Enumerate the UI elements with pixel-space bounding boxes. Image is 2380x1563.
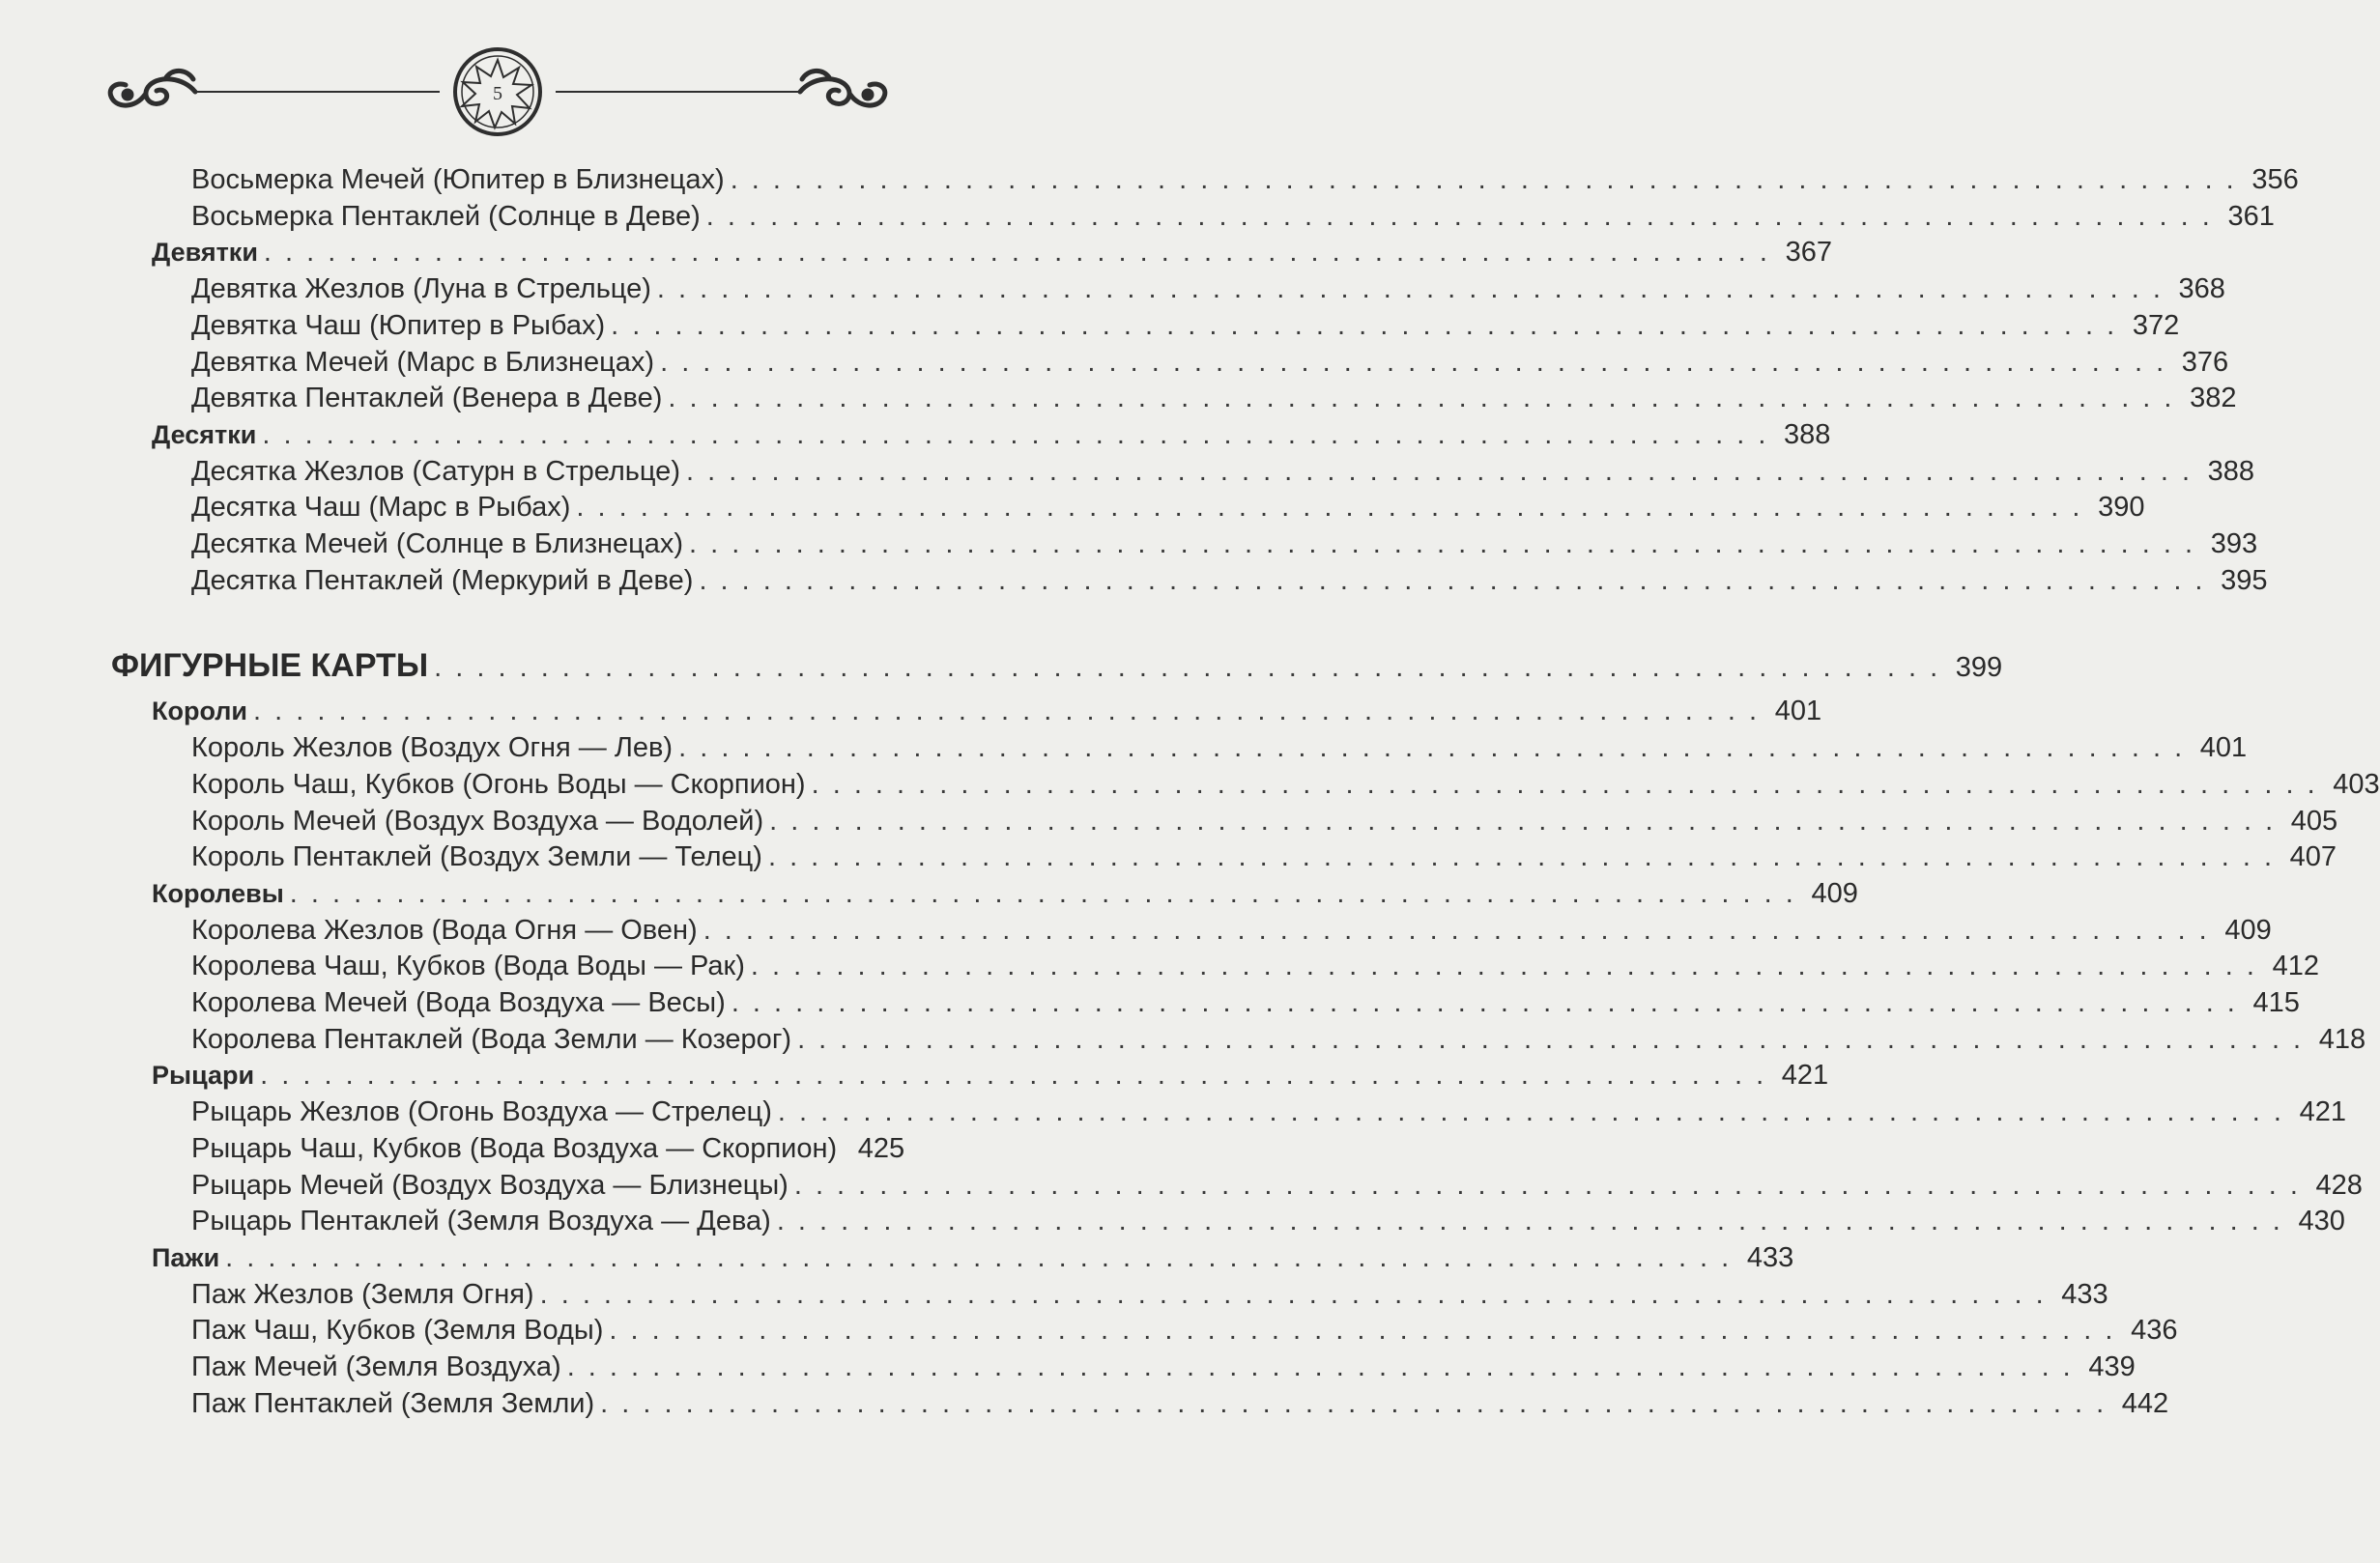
toc-entry-title: Десятка Чаш (Марс в Рыбах): [191, 492, 571, 524]
toc-entry-page: 405: [2290, 805, 2338, 837]
toc-entry-page: 372: [2132, 309, 2180, 341]
toc-entry-sub: [0, 768, 2380, 806]
dot-leader: . . . . . . . . . . . . . . . . . . . . . . . . . . . . . . . . . . . . . . . . . . . . . . . . . . . . . . . . . . . . . . . . . . . . . . .: [262, 418, 1769, 450]
toc-entry-title: Десятка Пентаклей (Меркурий в Деве): [191, 564, 694, 596]
toc-entry-sub: [0, 1206, 2345, 1242]
toc-entry-page: 382: [2190, 383, 2237, 414]
dot-leader: . . . . . . . . . . . . . . . . . . . . . . . . . . . . . . . . . . . . . . . . . . . . . . . . . . . . . . . . . . . . . . . . . . . . . . .: [253, 696, 1761, 727]
toc-entry-title: Девятки: [152, 238, 258, 268]
dot-leader: . . . . . . . . . . . . . . . . . . . . . . . . . . . . . . . . . . . . . . . . . . . . . . . . . . . . . . . . . . . . . . . . . . . . . . .: [678, 732, 2186, 764]
toc-entry-page: 433: [2061, 1278, 2108, 1310]
toc-entry-title: Король Мечей (Воздух Воздуха — Водолей): [191, 805, 764, 837]
toc-entry-title: Восьмерка Пентаклей (Солнце в Деве): [191, 200, 701, 232]
toc-entry-sub: [0, 164, 2299, 201]
toc-entry-title: Рыцарь Жезлов (Огонь Воздуха — Стрелец): [191, 1096, 772, 1128]
dot-leader: . . . . . . . . . . . . . . . . . . . . . . . . . . . . . . . . . . . . . . . . . . . . . . . . . . . . . . . . . . . . . . . . . . . . . . .: [576, 492, 2083, 524]
toc-entry-title: Девятка Пентаклей (Венера в Деве): [191, 383, 663, 414]
toc-entry-sub: [0, 914, 2272, 952]
toc-entry-title: Королева Жезлов (Вода Огня — Овен): [191, 914, 698, 946]
toc-entry-page: 421: [1781, 1060, 1829, 1092]
toc-entry-title: Девятка Чаш (Юпитер в Рыбах): [191, 309, 606, 341]
toc-entry-title: Король Жезлов (Воздух Огня — Лев): [191, 732, 674, 764]
dot-leader: . . . . . . . . . . . . . . . . . . . . . . . . . . . . . . . . . . . . . . . . . . . . . . . . . . . . . . . . . . . . . . . . . . . . . . .: [730, 164, 2237, 195]
dot-leader: . . . . . . . . . . . . . . . . . . . . . . . . . . . . . . . . . . . . . . . . . . . . . . . . . . . . . . . . . . . . . . . . . . . . . . .: [776, 1206, 2283, 1237]
dot-leader: . . . . . . . . . . . . . . . . . . . . . . . . . . . . . . . . . . . . . . . . . . . . . . . . . . . . . . . . . . . . . . . . . . . . . . .: [660, 346, 2167, 378]
dot-leader: . . . . . . . . . . . . . . . . . . . . . . . . . . . . . . . . . . . . . . . . . . . . . . . . . . . . . . . . . . . . . . . . . . . . . . .: [793, 1169, 2301, 1201]
toc-entry-page: 368: [2178, 273, 2225, 305]
toc-entry-title: Рыцари: [152, 1061, 255, 1091]
dot-leader: . . . . . . . . . . . . . . . . . . . . . . . . . . . . . . . . . . . . . . . . . . . . . . . . . . . . . . . . . . . . . . . . . . . . . . .: [731, 987, 2238, 1018]
header-ornament: [106, 39, 889, 155]
toc-entry-sub: [0, 1169, 2363, 1207]
toc-entry-page: 403: [2333, 768, 2380, 800]
dot-leader: . . . . . . . . . . . . . . . . . . . . . . . . . . . . . . . . . . . . . . . . . . . . . . . . . . . . . . . . . . . . . . . . . . . . . . .: [703, 914, 2210, 946]
toc-entry-title: ФИГУРНЫЕ КАРТЫ: [111, 647, 429, 685]
toc-entry-page: 361: [2227, 200, 2275, 232]
toc-entry-sub: [0, 805, 2338, 842]
toc-entry-title: Рыцарь Мечей (Воздух Воздуха — Близнецы): [191, 1169, 789, 1201]
toc-entry-page: 421: [2299, 1096, 2346, 1128]
dot-leader: . . . . . . . . . . . . . . . . . . . . . . . . . . . . . . . . . . . . . . . . . . . . . . . . . . . . . . . . . . . . . . . . . . . . . . .: [699, 564, 2206, 596]
toc-entry-sub: [0, 1315, 2178, 1351]
toc-entry-sub: [0, 346, 2229, 384]
dot-leader: . . . . . . . . . . . . . . . . . . . . . . . . . . . . . . . . . . . . . . . . . . . . . . . . . . . . . . . . . . . . . . . . . . . . . . .: [225, 1241, 1733, 1273]
toc-entry-title: Пажи: [152, 1242, 220, 1272]
toc-entry-sub: [0, 200, 2275, 238]
toc-entry-page: 356: [2251, 164, 2299, 195]
toc-entry-page: 409: [2224, 914, 2272, 946]
toc-entry-title: Паж Чаш, Кубков (Земля Воды): [191, 1315, 604, 1347]
dot-leader: . . . . . . . . . . . . . . . . . . . . . . . . . . . . . . . . . . . . . . . . . . . . . . . . . . . . . . . . . . . . . . . . . . . . . . .: [685, 455, 2194, 487]
toc-entry-title: Десятки: [152, 419, 257, 449]
toc-entry-sub: [0, 383, 2237, 419]
dot-leader: . . . . . . . . . . . . . . . . . . . . . . . . . . . . . . . . . . . . . . . . . . . . . . . . . . . . . . . . . . . . . . . . . . . . . . .: [797, 1023, 2305, 1055]
toc-entry-title: Королева Пентаклей (Вода Земли — Козерог): [191, 1023, 792, 1055]
toc-entry-page: 399: [1955, 652, 2003, 684]
toc-entry-title: Королева Чаш, Кубков (Вода Воды — Рак): [191, 951, 745, 982]
toc-entry-page: 442: [2121, 1387, 2169, 1419]
toc-entry-title: Десятка Жезлов (Сатурн в Стрельце): [191, 455, 680, 487]
toc-entry-group: [0, 877, 1858, 915]
toc-entry-title: Короли: [152, 696, 248, 726]
toc-entry-page: 393: [2210, 528, 2258, 559]
toc-entry-page: 412: [2272, 951, 2319, 982]
toc-entry-sub: [0, 1351, 2136, 1388]
dot-leader: . . . . . . . . . . . . . . . . . . . . . . . . . . . . . . . . . . . . . . . . . . . . . . . . . . . . . . . . . . . . . . . . . . . . . . .: [611, 309, 2118, 341]
page-medallion-icon: [455, 49, 540, 134]
toc-entry-title: Паж Мечей (Земля Воздуха): [191, 1351, 561, 1382]
dot-leader: . . . . . . . . . . . . . . . . . . . . . . . . . . . . . . . . . . . . . . . . . . . . . . . . . . . . . . . . . . . . . . . . . . . . . . .: [769, 805, 2277, 837]
dot-leader: . . . . . . . . . . . . . . . . . . . . . . . . . . . . . . . . . . . . . . . . . . . . . . . . . . . . . . . . . . . . . . . . . . . . . . .: [811, 768, 2318, 800]
dot-leader: . . . . . . . . . . . . . . . . . . . . . . . . . . . . . . . . . . . . . . . . . . . . . . . . . . . . . . . . . . . . . . . . . . . . . . .: [434, 652, 1941, 684]
toc-entry-title: Король Пентаклей (Воздух Земли — Телец): [191, 841, 762, 873]
toc-entry-section: [0, 647, 2003, 685]
toc-entry-sub: [0, 951, 2319, 987]
toc-entry-group: [0, 696, 1822, 732]
toc-entry-page: 390: [2098, 492, 2145, 524]
toc-entry-title: Восьмерка Мечей (Юпитер в Близнецах): [191, 164, 725, 195]
toc-entry-title: Девятка Мечей (Марс в Близнецах): [191, 346, 655, 378]
dot-leader: . . . . . . . . . . . . . . . . . . . . . . . . . . . . . . . . . . . . . . . . . . . . . . . . . . . . . . . . . . . . . . . . . . . . . . .: [260, 1060, 1767, 1092]
toc-entry-title: Рыцарь Пентаклей (Земля Воздуха — Дева): [191, 1206, 771, 1237]
toc-entry-sub: [0, 1023, 2366, 1061]
toc-entry-sub: [0, 564, 2268, 602]
dot-leader: . . . . . . . . . . . . . . . . . . . . . . . . . . . . . . . . . . . . . . . . . . . . . . . . . . . . . . . . . . . . . . . . . . . . . . .: [767, 841, 2276, 873]
toc-entry-title: Десятка Мечей (Солнце в Близнецах): [191, 528, 684, 559]
toc-entry-page: 367: [1785, 237, 1832, 269]
dot-leader: . . . . . . . . . . . . . . . . . . . . . . . . . . . . . . . . . . . . . . . . . . . . . . . . . . . . . . . . . . . . . . . . . . . . . . .: [777, 1096, 2284, 1128]
toc-entry-sub: [0, 1133, 966, 1170]
toc-entry-title: Королева Мечей (Вода Воздуха — Весы): [191, 987, 726, 1018]
toc-entry-group: [0, 1060, 1829, 1096]
toc-entry-group: [0, 418, 1831, 456]
toc-entry-group: [0, 237, 1832, 273]
toc-entry-sub: [0, 732, 2248, 769]
toc-entry-sub: [0, 841, 2337, 878]
toc-entry-sub: [0, 1278, 2108, 1316]
toc-entry-sub: [0, 987, 2300, 1024]
toc-entry-page: 395: [2221, 564, 2268, 596]
toc-entry-title: Королевы: [152, 878, 284, 908]
toc-entry-page: 436: [2131, 1315, 2178, 1347]
toc-entry-sub: [0, 273, 2225, 310]
toc-entry-page: 388: [1784, 418, 1831, 450]
toc-entry-page: 425: [857, 1132, 905, 1164]
dot-leader: . . . . . . . . . . . . . . . . . . . . . . . . . . . . . . . . . . . . . . . . . . . . . . . . . . . . . . . . . . . . . . . . . . . . . . .: [668, 383, 2175, 414]
right-scroll-flourish-icon: [800, 71, 885, 105]
toc-entry-page: 388: [2207, 455, 2255, 487]
toc-entry-page: 407: [2289, 841, 2337, 873]
left-scroll-flourish-icon: [110, 71, 195, 105]
toc-entry-sub: [0, 309, 2180, 347]
toc-entry-page: 430: [2298, 1206, 2345, 1237]
dot-leader: . . . . . . . . . . . . . . . . . . . . . . . . . . . . . . . . . . . . . . . . . . . . . . . . . . . . . . . . . . . . . . . . . . . . . . .: [566, 1351, 2074, 1382]
dot-leader: . . . . . . . . . . . . . . . . . . . . . . . . . . . . . . . . . . . . . . . . . . . . . . . . . . . . . . . . . . . . . . . . . . . . . . .: [600, 1387, 2108, 1419]
dot-leader: . . . . . . . . . . . . . . . . . . . . . . . . . . . . . . . . . . . . . . . . . . . . . . . . . . . . . . . . . . . . . . . . . . . . . . .: [289, 877, 1796, 909]
toc-entry-group: [0, 1241, 1794, 1279]
toc-entry-title: Король Чаш, Кубков (Огонь Воды — Скорпион): [191, 768, 806, 800]
toc-entry-title: Рыцарь Чаш, Кубков (Вода Воздуха — Скорпион): [191, 1132, 838, 1164]
toc-entry-sub: [0, 1387, 2169, 1425]
dot-leader: . . . . . . . . . . . . . . . . . . . . . . . . . . . . . . . . . . . . . . . . . . . . . . . . . . . . . . . . . . . . . . . . . . . . . . .: [609, 1315, 2116, 1347]
toc-entry-title: Девятка Жезлов (Луна в Стрельце): [191, 273, 651, 305]
toc-entry-title: Паж Пентаклей (Земля Земли): [191, 1387, 595, 1419]
toc-entry-sub: [0, 528, 2258, 565]
toc-entry-sub: [0, 492, 2145, 528]
toc-entry-page: 409: [1811, 877, 1858, 909]
toc-entry-sub: [0, 1096, 2346, 1133]
dot-leader: . . . . . . . . . . . . . . . . . . . . . . . . . . . . . . . . . . . . . . . . . . . . . . . . . . . . . . . . . . . . . . . . . . . . . . .: [539, 1278, 2047, 1310]
toc-entry-page: 433: [1746, 1241, 1794, 1273]
toc-entry-sub: [0, 455, 2255, 493]
page-number: 5: [493, 83, 502, 104]
toc-entry-title: Паж Жезлов (Земля Огня): [191, 1278, 534, 1310]
dot-leader: . . . . . . . . . . . . . . . . . . . . . . . . . . . . . . . . . . . . . . . . . . . . . . . . . . . . . . . . . . . . . . . . . . . . . . .: [263, 237, 1770, 269]
dot-leader: . . . . . . . . . . . . . . . . . . . . . . . . . . . . . . . . . . . . . . . . . . . . . . . . . . . . . . . . . . . . . . . . . . . . . . .: [750, 951, 2257, 982]
dot-leader: . . . . . . . . . . . . . . . . . . . . . . . . . . . . . . . . . . . . . . . . . . . . . . . . . . . . . . . . . . . . . . . . . . . . . . .: [656, 273, 2164, 305]
toc-entry-page: 415: [2252, 987, 2300, 1018]
toc-entry-page: 401: [2199, 732, 2248, 764]
toc-entry-page: 401: [1774, 696, 1822, 727]
toc-entry-page: 376: [2181, 346, 2229, 378]
toc-entry-page: 428: [2315, 1169, 2363, 1201]
toc-entry-page: 418: [2318, 1023, 2366, 1055]
dot-leader: . . . . . . . . . . . . . . . . . . . . . . . . . . . . . . . . . . . . . . . . . . . . . . . . . . . . . . . . . . . . . . . . . . . . . . .: [689, 528, 2196, 559]
dot-leader: . . . . . . . . . . . . . . . . . . . . . . . . . . . . . . . . . . . . . . . . . . . . . . . . . . . . . . . . . . . . . . . . . . . . . . .: [705, 200, 2213, 232]
toc-entry-page: 439: [2088, 1351, 2136, 1382]
